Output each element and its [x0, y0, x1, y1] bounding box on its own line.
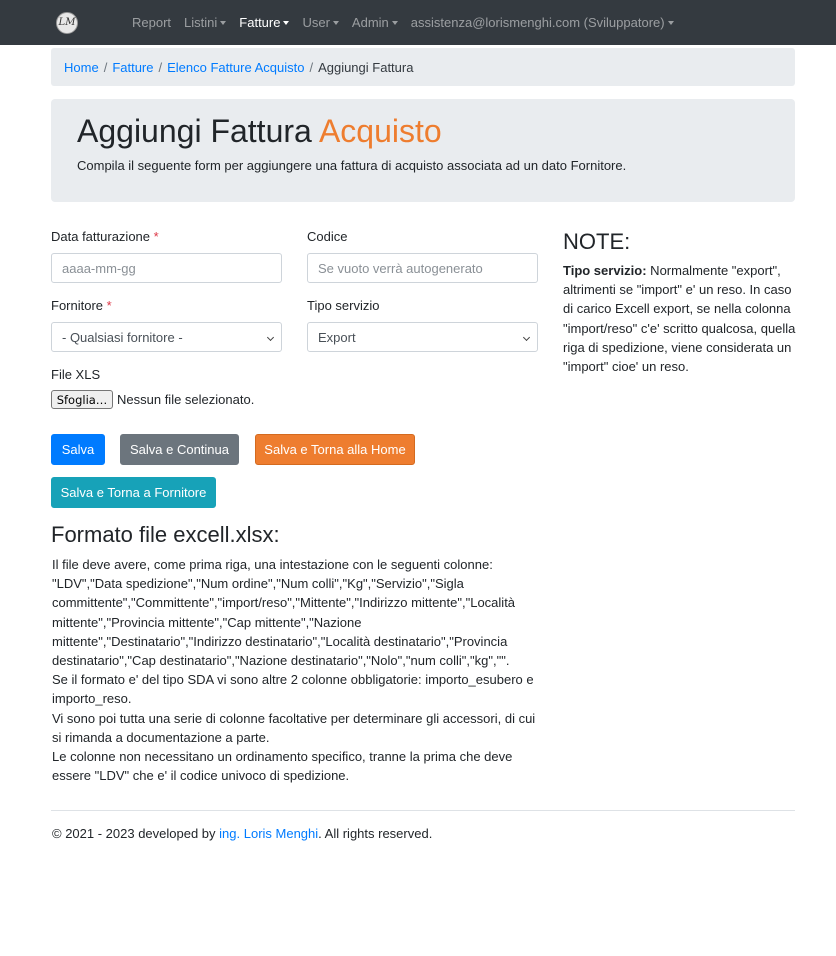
- note-text: [563, 261, 799, 376]
- page-title-accent: Acquisto: [318, 113, 442, 149]
- caret-down-icon: [333, 21, 339, 25]
- logo-text: LM: [58, 17, 76, 28]
- chevron-down-icon: [523, 334, 530, 341]
- format-paragraph: Le colonne non necessitano un ordinamento specifico, tranne la prima che deve essere "LDV" che e' il codice univoco di spedizione.: [52, 749, 513, 784]
- nav-item-user[interactable]: User: [302, 15, 338, 30]
- nav-item-listini[interactable]: Listini: [184, 15, 226, 30]
- caret-down-icon: [283, 21, 289, 25]
- tipo-servizio-select[interactable]: Export: [307, 322, 538, 352]
- nav-item-account[interactable]: assistenza@lorismenghi.com (Sviluppatore): [411, 15, 674, 30]
- footer: © 2021 - 2023 developed by ing. Loris Menghi. All rights reserved.: [52, 826, 433, 841]
- page-description: Compila il seguente form per aggiungere una fattura di acquisto associata ad un dato Fornitore.: [77, 158, 627, 173]
- breadcrumb-home[interactable]: Home: [64, 59, 99, 75]
- note-title: NOTE:: [563, 229, 631, 254]
- footer-divider: [51, 810, 795, 811]
- breadcrumb: [51, 48, 795, 86]
- format-paragraph: Vi sono poi tutta una serie di colonne facoltative per determinare gli accessori, di cui si rimanda a documentazione a parte.: [52, 710, 536, 745]
- tipo-servizio-label: Tipo servizio: [307, 298, 380, 313]
- data-fatturazione-input[interactable]: aaaa-mm-gg: [51, 253, 282, 283]
- caret-down-icon: [668, 21, 674, 25]
- save-supplier-button[interactable]: Salva e Torna a Fornitore: [51, 477, 216, 508]
- format-description: [52, 555, 537, 785]
- nav-item-report[interactable]: Report: [132, 15, 172, 30]
- codice-label: Codice: [307, 229, 348, 244]
- footer-author-link[interactable]: ing. Loris Menghi: [219, 826, 319, 841]
- fornitore-select[interactable]: - Qualsiasi fornitore -: [51, 322, 282, 352]
- page-title: Aggiungi Fattura Acquisto: [77, 113, 442, 149]
- top-navbar: [0, 0, 836, 45]
- note-bold-label: Tipo servizio:: [563, 263, 647, 278]
- chevron-down-icon: [267, 334, 274, 341]
- file-xls-label: File XLS: [51, 367, 101, 382]
- brand-logo[interactable]: [56, 12, 78, 34]
- caret-down-icon: [220, 21, 226, 25]
- page-header-panel: [51, 99, 795, 202]
- fornitore-label: Fornitore *: [51, 298, 112, 313]
- format-paragraph: Se il formato e' del tipo SDA vi sono altre 2 colonne obbligatorie: importo_esubero e importo_reso.: [52, 672, 534, 707]
- nav-links: [132, 15, 687, 30]
- breadcrumb-separator: /: [158, 59, 163, 75]
- note-body-text: Normalmente "export", altrimenti se "import" e' un reso. In caso di carico Excell export, se nella colonna "import/reso" c'e' scritto qualcosa, quella riga di spedizione, viene considerata un "import" cioe' un reso.: [563, 263, 796, 375]
- save-button[interactable]: Salva: [51, 434, 105, 465]
- save-home-button[interactable]: Salva e Torna alla Home: [255, 434, 415, 465]
- nav-item-fatture[interactable]: Fatture: [239, 15, 289, 30]
- required-mark: *: [106, 298, 112, 313]
- nav-item-admin[interactable]: Admin: [352, 15, 398, 30]
- breadcrumb-separator: /: [103, 59, 108, 75]
- breadcrumb-elenco[interactable]: Elenco Fatture Acquisto: [167, 59, 305, 75]
- file-browse-button[interactable]: Sfoglia…: [51, 390, 113, 409]
- format-paragraph: Il file deve avere, come prima riga, una intestazione con le seguenti colonne: "LDV","Data spedizione","Num ordine","Num colli","Kg","Servizio","Sigla committente","Committente","import/reso","Mittente","Indirizzo mittente","Località mittente","Provincia mittente","Cap mittente","Nazione mittente","Destinatario","Indirizzo destinatario","Località destinatario","Provincia destinatario","Cap destinatario","Nazione destinatario","Nolo","num colli","kg","".: [52, 557, 516, 669]
- data-fatturazione-label: Data fatturazione *: [51, 229, 159, 244]
- required-mark: *: [153, 229, 159, 244]
- breadcrumb-separator: /: [309, 59, 314, 75]
- codice-input[interactable]: Se vuoto verrà autogenerato: [307, 253, 538, 283]
- breadcrumb-fatture[interactable]: Fatture: [112, 59, 154, 75]
- breadcrumb-current: Aggiungi Fattura: [318, 59, 414, 75]
- save-continue-button[interactable]: Salva e Continua: [120, 434, 239, 465]
- caret-down-icon: [392, 21, 398, 25]
- format-title: Formato file excell.xlsx:: [51, 522, 280, 547]
- file-status: Nessun file selezionato.: [117, 392, 255, 407]
